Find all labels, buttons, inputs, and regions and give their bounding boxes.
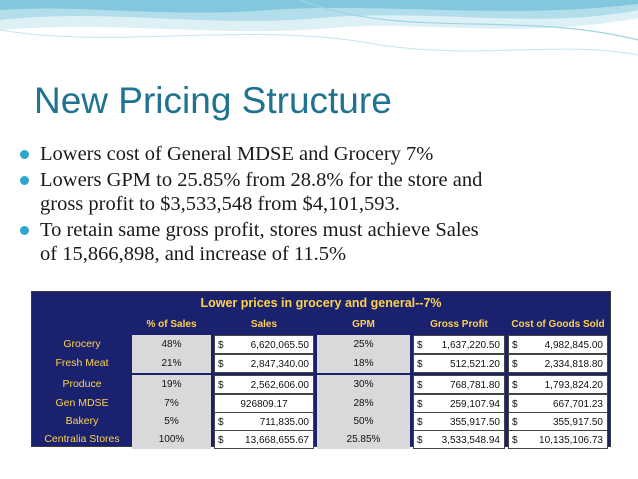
- cell-cogs: [508, 394, 608, 413]
- row-label: Produce: [62, 378, 102, 390]
- cell-sales: [214, 430, 314, 449]
- header-pct-sales: % of Sales: [146, 319, 197, 330]
- currency-symbol: $: [218, 380, 224, 391]
- bullet-text-continued: gross profit to $3,533,548 from $4,101,593.: [40, 193, 400, 215]
- header-gross-profit: Gross Profit: [430, 319, 488, 330]
- currency-symbol: $: [512, 435, 518, 446]
- cell-gross-profit: [413, 430, 505, 449]
- currency-symbol: $: [417, 435, 423, 446]
- row-label: Gen MDSE: [55, 397, 109, 409]
- currency-symbol: $: [512, 417, 518, 428]
- currency-symbol: $: [218, 359, 224, 370]
- currency-symbol: $: [218, 340, 224, 351]
- currency-symbol: $: [218, 417, 224, 428]
- amount: 1,793,824.20: [544, 380, 603, 391]
- cell-gpm: 28%: [317, 394, 410, 413]
- currency-symbol: $: [417, 417, 423, 428]
- currency-symbol: $: [512, 380, 518, 391]
- cell-pct-sales: 7%: [132, 394, 211, 413]
- cell-gross-profit: [413, 412, 505, 431]
- cell-pct-sales: 21%: [132, 354, 211, 373]
- row-label: Bakery: [65, 415, 99, 427]
- amount: 355,917.50: [552, 417, 603, 428]
- row-label: Centralia Stores: [44, 433, 120, 445]
- currency-symbol: $: [417, 399, 423, 410]
- amount: 3,533,548.94: [441, 435, 500, 446]
- amount: 13,668,655.67: [245, 435, 309, 446]
- cell-gpm: 25.85%: [317, 430, 410, 449]
- amount: 355,917.50: [449, 417, 500, 428]
- amount: 711,835.00: [259, 417, 309, 428]
- header-cogs: Cost of Goods Sold: [511, 319, 605, 330]
- header-sales: Sales: [250, 319, 278, 330]
- amount: 10,135,106.73: [539, 435, 603, 446]
- currency-symbol: $: [417, 380, 423, 391]
- currency-symbol: $: [417, 340, 423, 351]
- cell-cogs: [508, 375, 608, 394]
- bullet-text: Lowers GPM to 25.85% from 28.8% for the store and: [40, 169, 483, 191]
- currency-symbol: $: [417, 359, 423, 370]
- bullet-dot-icon: [20, 176, 29, 185]
- cell-cogs: [508, 354, 608, 373]
- currency-symbol: $: [512, 399, 518, 410]
- bullet-item: [18, 142, 618, 166]
- cell-sales: [214, 412, 314, 431]
- bullet-list: [18, 142, 618, 268]
- amount: 926809.17: [240, 399, 288, 410]
- cell-cogs: [508, 412, 608, 431]
- currency-symbol: $: [512, 340, 518, 351]
- amount: 667,701.23: [552, 399, 603, 410]
- bullet-item: [18, 218, 618, 266]
- cell-cogs: [508, 430, 608, 449]
- cell-cogs: [508, 335, 608, 354]
- amount: 512,521.20: [449, 359, 500, 370]
- bullet-item: [18, 168, 618, 216]
- amount: 2,847,340.00: [250, 359, 309, 370]
- cell-sales: [214, 335, 314, 354]
- bullet-text-continued: of 15,866,898, and increase of 11.5%: [40, 243, 347, 265]
- amount: 259,107.94: [449, 399, 500, 410]
- bullet-text: To retain same gross profit, stores must achieve Sales: [40, 219, 479, 241]
- cell-sales: [214, 375, 314, 394]
- currency-symbol: $: [512, 359, 518, 370]
- cell-sales: [214, 394, 314, 413]
- amount: 6,620,065.50: [250, 340, 309, 351]
- amount: 2,334,818.80: [544, 359, 603, 370]
- cell-pct-sales: 100%: [132, 430, 211, 449]
- header-gpm: GPM: [352, 319, 375, 330]
- amount: 4,982,845.00: [544, 340, 603, 351]
- cell-gpm: 25%: [317, 335, 410, 354]
- cell-sales: [214, 354, 314, 373]
- cell-gpm: 18%: [317, 354, 410, 373]
- amount: 768,781.80: [449, 380, 500, 391]
- cell-pct-sales: 5%: [132, 412, 211, 431]
- cell-gross-profit: [413, 354, 505, 373]
- row-label: Grocery: [63, 338, 101, 350]
- row-label: Fresh Meat: [55, 357, 109, 369]
- table-title: Lower prices in grocery and general--7%: [200, 296, 442, 310]
- cell-gross-profit: [413, 335, 505, 354]
- amount: 2,562,606.00: [250, 380, 309, 391]
- bullet-dot-icon: [20, 150, 29, 159]
- slide-title: New Pricing Structure: [34, 80, 392, 121]
- cell-gross-profit: [413, 375, 505, 394]
- bullet-dot-icon: [20, 226, 29, 235]
- cell-gpm: 50%: [317, 412, 410, 431]
- amount: 1,637,220.50: [441, 340, 500, 351]
- cell-pct-sales: 19%: [132, 375, 211, 394]
- cell-pct-sales: 48%: [132, 335, 211, 354]
- cell-gross-profit: [413, 394, 505, 413]
- bullet-text: Lowers cost of General MDSE and Grocery 7%: [40, 143, 434, 165]
- currency-symbol: $: [218, 435, 224, 446]
- pricing-table: [31, 291, 611, 447]
- cell-gpm: 30%: [317, 375, 410, 394]
